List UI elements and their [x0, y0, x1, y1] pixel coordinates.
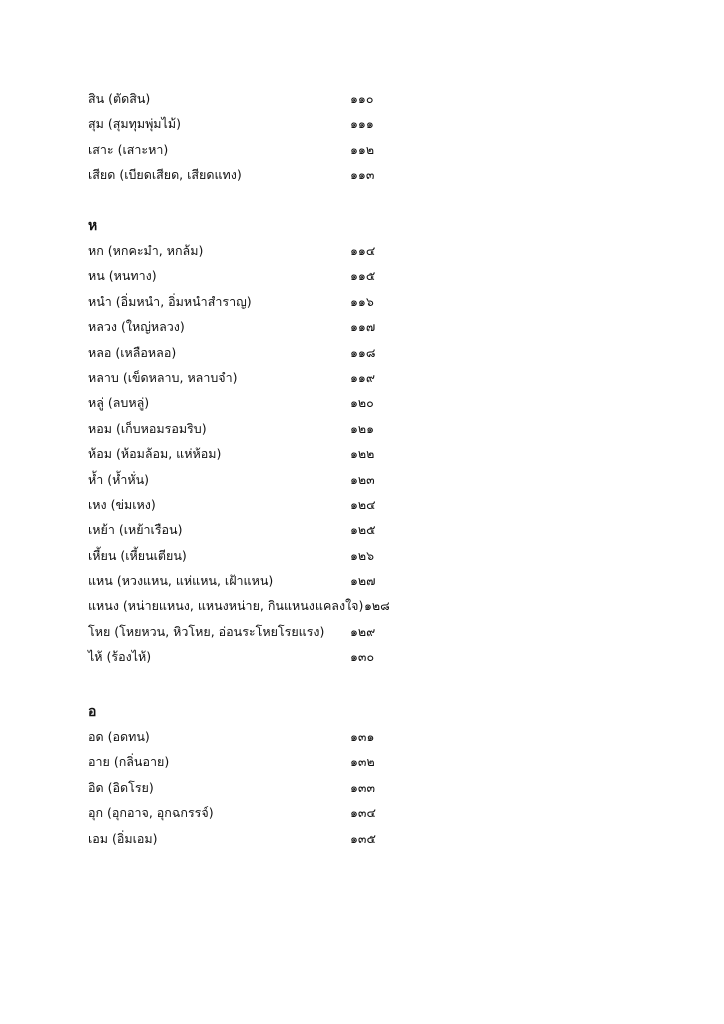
index-entry: [88, 644, 408, 669]
index-entry: [88, 775, 408, 800]
entry-term: หลอ (เหลือหลอ): [88, 344, 177, 360]
entry-term: ห้อม (ห้อมล้อม, แห่ห้อม): [88, 446, 222, 462]
entry-page-number: ๑๑๑: [350, 116, 374, 132]
entry-page-number: ๑๒๔: [350, 496, 376, 512]
entry-page-number: ๑๒๗: [350, 573, 376, 589]
entry-page-number: ๑๑๗: [350, 319, 376, 335]
index-entry: [88, 467, 408, 492]
entry-page-number: ๑๒๐: [350, 395, 374, 411]
index-section-or: [88, 700, 408, 851]
index-entry: [88, 289, 408, 314]
entry-page-number: ๑๒๕: [350, 522, 376, 538]
entry-term: ห้ำ (ห้ำหั่น): [88, 471, 150, 487]
index-entry: [88, 543, 408, 568]
entry-term: แหน (หวงแหน, แห่แหน, เฝ้าแหน): [88, 573, 274, 589]
entry-term: สิน (ตัดสิน): [88, 91, 151, 106]
entry-page-number: ๑๓๑: [350, 729, 375, 744]
index-entry: [88, 238, 408, 263]
index-entry: [88, 137, 408, 162]
entry-term: หก (หกคะมำ, หกล้ม): [88, 243, 204, 258]
section-heading: ห: [88, 218, 98, 234]
entry-page-number: ๑๒๓: [350, 471, 375, 487]
index-entry: [88, 162, 408, 187]
entry-page-number: ๑๒๖: [350, 547, 375, 563]
index-entry: [88, 826, 408, 851]
index-entry: [88, 340, 408, 365]
index-section-hor: [88, 214, 408, 670]
entry-page-number: ๑๓๓: [350, 779, 376, 795]
entry-page-number: ๑๑๙: [350, 369, 376, 385]
entry-page-number: ๑๓๕: [350, 830, 376, 846]
entry-term: อด (อดทน): [88, 729, 150, 744]
entry-page-number: ๑๒๒: [350, 446, 375, 462]
entry-term: แหนง (หน่ายแหนง, แหนงหน่าย, กินแหนงแคลงใจ): [88, 598, 364, 614]
entry-term: สุม (สุมทุมพุ่มไม้): [88, 116, 181, 132]
entry-term: หลวง (ใหญ่หลวง): [88, 319, 185, 335]
index-entry: [88, 724, 408, 749]
index-entry: [88, 492, 408, 517]
entry-term: โหย (โหยหวน, หิวโหย, อ่อนระโหยโรยแรง): [88, 623, 325, 639]
entry-term: หนำ (อิ่มหนำ, อิ่มหนำสำราญ): [88, 293, 252, 309]
entry-term: อิด (อิดโรย): [88, 779, 154, 795]
entry-term: เหย้า (เหย้าเรือน): [88, 522, 183, 538]
index-entry: [88, 86, 408, 111]
entry-term: เสาะ (เสาะหา): [88, 141, 169, 157]
entry-term: อุก (อุกอาจ, อุกฉกรรจ์): [88, 805, 214, 821]
index-entry: [88, 517, 408, 542]
entry-page-number: ๑๒๙: [350, 623, 376, 639]
index-entry: [88, 314, 408, 339]
index-entry: [88, 619, 408, 644]
entry-term: เหี้ยน (เหี้ยนเตียน): [88, 547, 187, 563]
entry-page-number: ๑๒๑: [350, 420, 375, 436]
entry-term: หลู่ (ลบหลู่): [88, 395, 150, 411]
entry-term: อาย (กลิ่นอาย): [88, 754, 170, 770]
entry-page-number: ๑๒๘: [364, 598, 390, 614]
index-entry: [88, 365, 408, 390]
index-section-sor: [88, 86, 408, 188]
entry-term: เอม (อิ่มเอม): [88, 830, 158, 846]
entry-page-number: ๑๓๔: [350, 805, 376, 821]
section-heading: อ: [88, 704, 97, 720]
entry-term: เหง (ข่มเหง): [88, 496, 156, 512]
entry-term: ไห้ (ร้องไห้): [88, 649, 152, 665]
entry-page-number: ๑๓๒: [350, 754, 375, 770]
entry-page-number: ๑๑๖: [350, 293, 374, 309]
index-entry: [88, 111, 408, 136]
index-entry: [88, 263, 408, 288]
index-entry: [88, 800, 408, 825]
entry-page-number: ๑๑๓: [350, 167, 375, 183]
entry-page-number: ๑๑๔: [350, 243, 376, 258]
entry-page-number: ๑๑๒: [350, 141, 375, 157]
index-entry: [88, 568, 408, 593]
index-entry: [88, 749, 408, 774]
entry-term: หลาบ (เข็ดหลาบ, หลาบจำ): [88, 369, 238, 385]
entry-page-number: ๑๑๘: [350, 344, 376, 360]
entry-term: หอม (เก็บหอมรอมริบ): [88, 420, 207, 436]
entry-page-number: ๑๑๕: [350, 268, 376, 284]
index-entry: [88, 416, 408, 441]
entry-term: หน (หนทาง): [88, 268, 157, 284]
entry-page-number: ๑๑๐: [350, 91, 374, 106]
index-entry: [88, 441, 408, 466]
entry-page-number: ๑๓๐: [350, 649, 375, 665]
index-entry: [88, 390, 408, 415]
index-entry: [88, 593, 408, 618]
entry-term: เสียด (เบียดเสียด, เสียดแทง): [88, 167, 242, 183]
